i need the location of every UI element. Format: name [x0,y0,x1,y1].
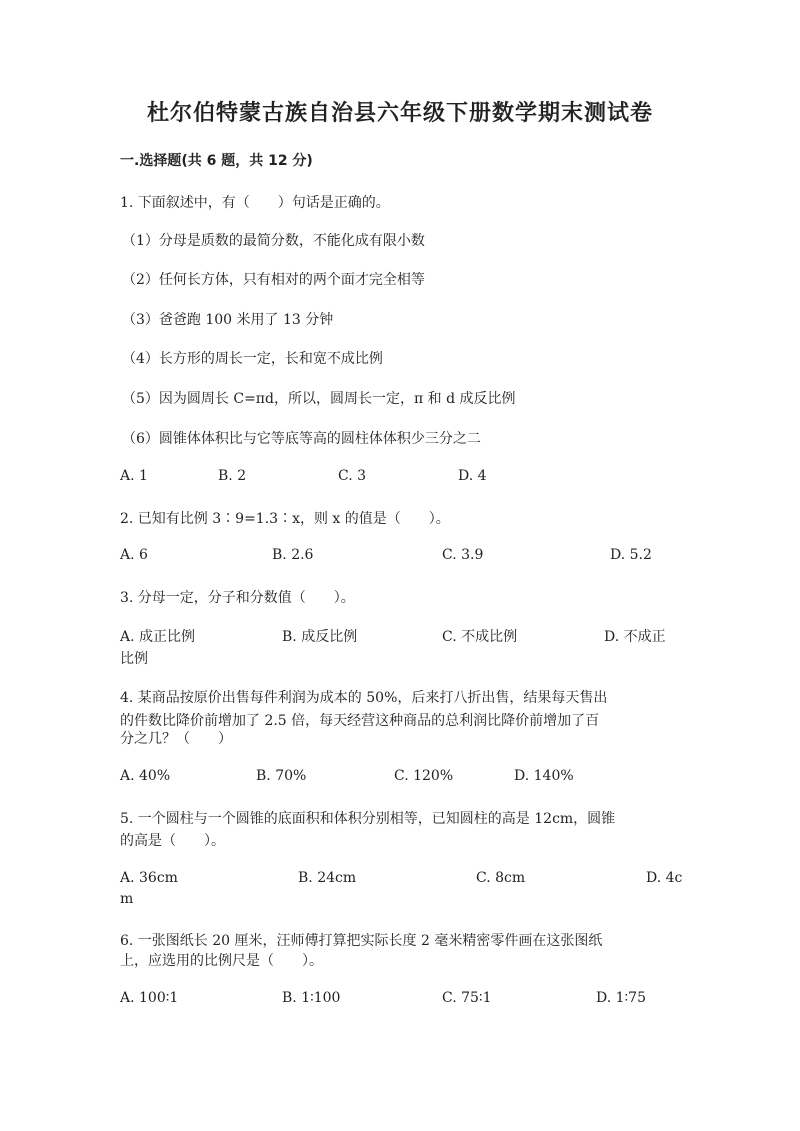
question-5-option-c[interactable]: C. 8cm [476,870,526,886]
question-2-option-b[interactable]: B. 2.6 [272,547,314,563]
question-4-option-d[interactable]: D. 140% [514,768,574,784]
question-5-stem-line-2: 的高是（ ）。 [120,833,225,849]
question-1-item-6: （6）圆锥体体积比与它等底等高的圆柱体体积少三分之二 [122,431,481,447]
question-1-option-c[interactable]: C. 3 [338,468,367,484]
question-3-option-a[interactable]: A. 成正比例 [120,629,196,645]
question-4-stem-line-2: 的件数比降价前增加了 2.5 倍，每天经营这种商品的总利润比降价前增加了百 [120,713,600,729]
question-1-item-3: （3）爸爸跑 100 米用了 13 分钟 [122,312,334,328]
question-1-item-1: （1）分母是质数的最简分数，不能化成有限小数 [122,233,425,249]
question-3-option-c[interactable]: C. 不成比例 [442,629,518,645]
question-3-option-d-wrap: 比例 [120,651,148,667]
page-title: 杜尔伯特蒙古族自治县六年级下册数学期末测试卷 [146,101,653,126]
question-5-option-d[interactable]: D. 4c [646,870,683,886]
question-1-option-b[interactable]: B. 2 [218,468,247,484]
question-1-stem: 1. 下面叙述中，有（ ）句话是正确的。 [120,195,390,211]
question-3-option-b[interactable]: B. 成反比例 [282,629,358,645]
question-3-stem: 3. 分母一定，分子和分数值（ ）。 [120,590,355,606]
question-1-item-4: （4）长方形的周长一定，长和宽不成比例 [122,351,383,367]
question-4-option-b[interactable]: B. 70% [256,768,307,784]
question-1-item-2: （2）任何长方体，只有相对的两个面才完全相等 [122,272,425,288]
question-2-option-c[interactable]: C. 3.9 [442,547,484,563]
question-5-option-d-wrap: m [120,891,134,907]
question-2-option-a[interactable]: A. 6 [120,547,148,563]
question-6-stem-line-2: 上，应选用的比例尺是（ ）。 [120,953,323,969]
question-2-stem: 2. 已知有比例 3∶9=1.3∶x，则 x 的值是（ ）。 [120,511,450,527]
question-5-option-a[interactable]: A. 36cm [120,870,178,886]
question-4-option-a[interactable]: A. 40% [120,768,171,784]
question-4-stem-line-3: 分之几？（ ） [120,731,232,747]
question-6-option-d[interactable]: D. 1∶75 [596,990,646,1006]
question-5-stem-line-1: 5. 一个圆柱与一个圆锥的底面积和体积分别相等，已知圆柱的高是 12cm，圆锥 [120,811,616,827]
question-1-item-5: （5）因为圆周长 C=πd，所以，圆周长一定，π 和 d 成反比例 [122,391,516,407]
question-6-option-c[interactable]: C. 75∶1 [442,990,492,1006]
question-5-option-b[interactable]: B. 24cm [298,870,357,886]
question-1-option-d[interactable]: D. 4 [458,468,487,484]
question-2-option-d[interactable]: D. 5.2 [610,547,652,563]
question-6-option-b[interactable]: B. 1∶100 [282,990,341,1006]
question-1-option-a[interactable]: A. 1 [120,468,148,484]
question-6-option-a[interactable]: A. 100∶1 [120,990,179,1006]
question-4-stem-line-1: 4. 某商品按原价出售每件利润为成本的 50%，后来打八折出售，结果每天售出 [120,690,608,706]
question-4-option-c[interactable]: C. 120% [394,768,454,784]
question-6-stem-line-1: 6. 一张图纸长 20 厘米，汪师傅打算把实际长度 2 毫米精密零件画在这张图纸 [120,933,603,949]
question-3-option-d[interactable]: D. 不成正 [604,629,666,645]
section-heading: 一.选择题(共 6 题，共 12 分) [120,153,313,169]
